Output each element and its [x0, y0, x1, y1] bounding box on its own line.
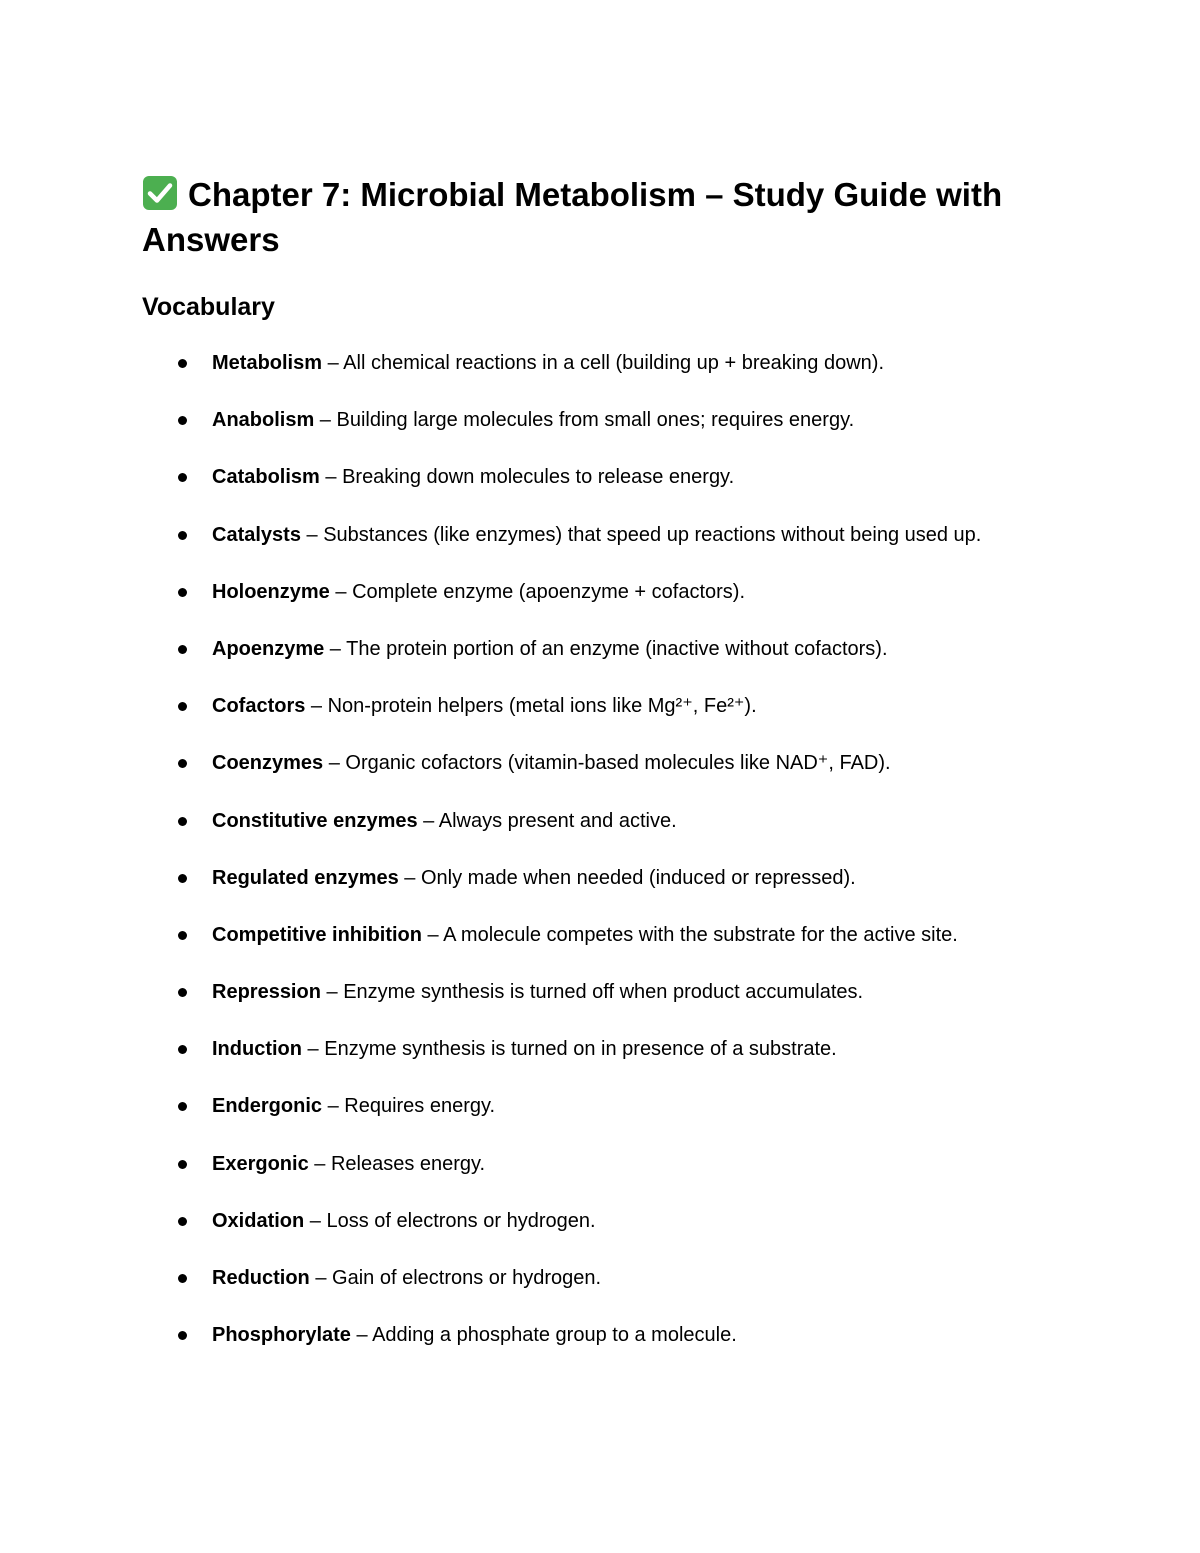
list-item [0, 686, 1200, 743]
term-definition-separator: – [301, 1038, 325, 1061]
vocabulary-definition: Complete enzyme (apoenzyme + cofactors). [352, 580, 746, 603]
document-title: Chapter 7: Microbial Metabolism – Study Guide with Answers [142, 176, 1003, 258]
check-mark-button-icon [142, 175, 178, 211]
vocabulary-definition: Adding a phosphate group to a molecule. [372, 1324, 737, 1347]
list-item [0, 972, 1200, 1029]
list-item [0, 457, 1200, 514]
bullet-icon [178, 874, 187, 883]
bullet-icon [178, 1045, 187, 1054]
vocabulary-entry [212, 915, 958, 955]
bullet-icon [178, 588, 187, 597]
bullet-icon [178, 702, 187, 711]
list-item [0, 515, 1200, 572]
bullet-icon [178, 759, 187, 768]
vocabulary-term: Anabolism [212, 409, 315, 432]
vocabulary-entry [212, 629, 888, 669]
vocabulary-term: Reduction [212, 1267, 310, 1289]
vocabulary-term: Endergonic [212, 1095, 323, 1118]
list-item [0, 1315, 1200, 1372]
vocabulary-entry [212, 1258, 601, 1298]
term-definition-separator: – [309, 1267, 333, 1289]
bullet-icon [178, 645, 187, 654]
vocabulary-term: Constitutive enzymes [212, 809, 418, 832]
term-definition-separator: – [304, 1209, 327, 1232]
vocabulary-definition: Gain of electrons or hydrogen. [332, 1267, 602, 1289]
vocabulary-definition: Releases energy. [330, 1152, 486, 1175]
term-definition-separator: – [329, 580, 353, 603]
vocabulary-entry [212, 572, 745, 612]
bullet-icon [178, 359, 187, 368]
vocabulary-term: Catabolism [212, 466, 320, 489]
term-definition-separator: – [314, 409, 337, 432]
vocabulary-definition: The protein portion of an enzyme (inactive without cofactors). [346, 637, 888, 660]
term-definition-separator: – [323, 752, 346, 775]
list-item [0, 801, 1200, 858]
document-title-block [142, 172, 1062, 262]
bullet-icon [178, 416, 187, 425]
vocabulary-term: Competitive inhibition [212, 923, 422, 946]
vocabulary-entry [212, 515, 981, 555]
list-item [0, 400, 1200, 457]
list-item [0, 915, 1200, 972]
vocabulary-definition: Breaking down molecules to release energy. [342, 466, 735, 489]
term-definition-separator: – [350, 1324, 373, 1347]
term-definition-separator: – [300, 523, 324, 546]
bullet-icon [178, 1331, 187, 1340]
bullet-icon [178, 817, 187, 826]
vocabulary-entry [212, 801, 677, 841]
vocabulary-definition: Organic cofactors (vitamin-based molecules like NAD⁺, FAD). [345, 752, 891, 775]
list-item [0, 1144, 1200, 1201]
bullet-icon [178, 988, 187, 997]
vocabulary-term: Induction [212, 1038, 302, 1061]
vocabulary-entry [212, 1144, 485, 1184]
list-item [0, 572, 1200, 629]
vocabulary-term: Coenzymes [212, 752, 324, 775]
vocabulary-definition: A molecule competes with the substrate for the active site. [443, 923, 958, 946]
vocabulary-term: Metabolism [212, 352, 323, 374]
list-item [0, 343, 1200, 400]
vocabulary-term: Catalysts [212, 523, 301, 546]
vocabulary-entry [212, 743, 891, 783]
vocabulary-definition: Enzyme synthesis is turned off when product accumulates. [343, 981, 864, 1004]
vocabulary-term: Cofactors [212, 695, 306, 718]
vocabulary-entry [212, 858, 856, 898]
vocabulary-term: Holoenzyme [212, 580, 330, 603]
vocabulary-term: Oxidation [212, 1209, 305, 1232]
term-definition-separator: – [320, 981, 344, 1004]
vocabulary-term: Phosphorylate [212, 1324, 351, 1347]
vocabulary-entry [212, 400, 854, 440]
list-item [0, 858, 1200, 915]
vocabulary-entry [212, 343, 884, 383]
list-item [0, 1201, 1200, 1258]
vocabulary-term: Regulated enzymes [212, 866, 399, 889]
vocabulary-entry [212, 1315, 737, 1355]
vocabulary-entry [212, 1201, 596, 1241]
term-definition-separator: – [308, 1152, 331, 1175]
vocabulary-entry [212, 457, 734, 497]
vocabulary-entry [212, 1086, 495, 1126]
section-heading-vocabulary: Vocabulary [142, 293, 275, 321]
vocabulary-definition: Requires energy. [344, 1095, 496, 1118]
term-definition-separator: – [322, 1095, 345, 1118]
list-item [0, 1086, 1200, 1143]
vocabulary-definition: Loss of electrons or hydrogen. [326, 1209, 596, 1232]
list-item [0, 743, 1200, 800]
list-item [0, 629, 1200, 686]
vocabulary-definition: Non-protein helpers (metal ions like Mg²⁺, Fe²⁺). [327, 695, 757, 718]
vocabulary-term: Apoenzyme [212, 637, 325, 660]
vocabulary-entry [212, 686, 757, 726]
term-definition-separator: – [422, 923, 444, 946]
vocabulary-definition: All chemical reactions in a cell (building up + breaking down). [343, 352, 885, 374]
bullet-icon [178, 931, 187, 940]
list-item [0, 1258, 1200, 1315]
vocabulary-definition: Enzyme synthesis is turned on in presence of a substrate. [324, 1038, 837, 1061]
vocabulary-entry [212, 972, 863, 1012]
vocabulary-list [0, 343, 1200, 1372]
term-definition-separator: – [319, 466, 343, 489]
list-item [0, 1029, 1200, 1086]
term-definition-separator: – [322, 352, 344, 374]
vocabulary-term: Repression [212, 981, 321, 1004]
vocabulary-definition: Always present and active. [438, 809, 677, 832]
vocabulary-definition: Substances (like enzymes) that speed up reactions without being used up. [323, 523, 982, 546]
bullet-icon [178, 1102, 187, 1111]
term-definition-separator: – [324, 637, 347, 660]
vocabulary-term: Exergonic [212, 1152, 309, 1175]
term-definition-separator: – [417, 809, 439, 832]
bullet-icon [178, 1160, 187, 1169]
vocabulary-definition: Only made when needed (induced or repressed). [420, 866, 856, 889]
bullet-icon [178, 531, 187, 540]
bullet-icon [178, 1274, 187, 1283]
bullet-icon [178, 473, 187, 482]
term-definition-separator: – [305, 695, 328, 718]
vocabulary-definition: Building large molecules from small ones; requires energy. [336, 409, 855, 432]
bullet-icon [178, 1217, 187, 1226]
term-definition-separator: – [398, 866, 421, 889]
vocabulary-entry [212, 1029, 837, 1069]
